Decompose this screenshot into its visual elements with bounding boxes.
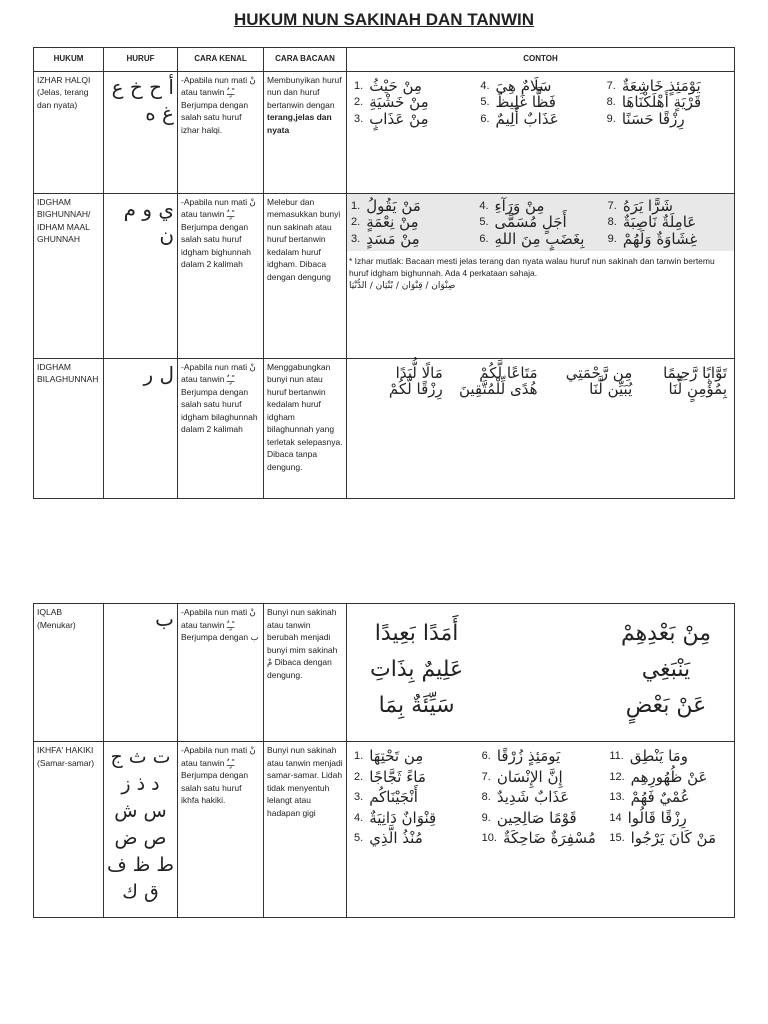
example-number: 1. [354, 79, 364, 92]
cara-kenal-cell: -Apabila nun mati نْ atau tanwin ـًـٍـٌ Berjumpa dengan salah satu huruf izhar halqi. [178, 71, 264, 193]
example-word: سَلَامٌ هِيَ [495, 76, 552, 95]
contoh-cell [347, 71, 735, 193]
example-number: 6. [480, 112, 490, 125]
example-number: 5. [479, 216, 489, 228]
iqlab-example: أَمَدًا بَعِيدًا [374, 621, 459, 646]
example-word: مِنْ خَشْيَةِ [369, 93, 429, 111]
example-word: مُنْذُ الَّذِي [369, 829, 423, 847]
example-word: رِزْقًا قَالُوا [627, 808, 687, 827]
example-number: 1. [351, 199, 361, 212]
iqlab-example: عَلِيمٌ بِذَاتِ [370, 657, 464, 682]
example-item [609, 808, 727, 827]
note-arabic: صِنْوَان / قِنْوَان / بُنْيَان / الدُّنْيَا [349, 281, 456, 291]
example-item [606, 109, 727, 128]
example-number: 13. [609, 791, 625, 803]
example-word: مُسْفِرَةٌ ضَاحِكَةٌ [502, 829, 596, 847]
example-word: عُمْيٌ فَهُمْ [630, 788, 690, 806]
cara-bacaan-cell [264, 71, 347, 193]
hukum-cell: IZHAR HALQI (Jelas, terang dan nyata) [34, 71, 104, 193]
iqlab-example: عَنْ بَعْضٍ [625, 693, 707, 718]
header-contoh: CONTOH [347, 48, 735, 72]
example-word: مَاءً ثَجَّاجًا [369, 767, 426, 786]
hukum-table-2 [33, 603, 735, 918]
cara-bacaan-cell: Melebur dan memasukkan bunyi nun sakinah atau huruf bertanwin kedalam huruf idgham. Dibaca dengan dengung [264, 193, 347, 358]
contoh-cell [347, 193, 735, 358]
example-word: عَذَابٌ شَدِيدٌ [496, 788, 570, 806]
example-number: 9. [481, 811, 491, 824]
example-item [354, 747, 472, 765]
example-number: 6. [479, 232, 489, 245]
example-word: مَنْ يَقُولُ [366, 196, 421, 215]
example-item [609, 767, 727, 786]
cara-kenal-cell: -Apabila nun mati نْ atau tanwin ـًـٍـٌ Berjumpa dengan ب [178, 604, 264, 742]
example-number: 1. [354, 750, 364, 762]
contoh-cell [347, 604, 735, 742]
header-row [34, 48, 735, 72]
example-number: 12. [609, 770, 625, 783]
example-item [606, 76, 727, 95]
iqlab-example: مِنْ بَعْدِهِمْ [620, 621, 711, 646]
example-number: 3. [351, 232, 361, 245]
hukum-cell: IDGHAM BIGHUNNAH/ IDHAM MAAL GHUNNAH [34, 193, 104, 358]
example-word: مِن رَّحْمَتِي [565, 363, 633, 382]
example-item [480, 93, 600, 111]
example-word: شَرًّا يَرَهُ [622, 196, 673, 215]
example-word: مِنْ حَيْثُ [369, 76, 422, 95]
example-word: مِنْ وَرَآءِ [494, 196, 545, 215]
example-word: مِنْ عَذَابٍ [369, 109, 429, 128]
example-number: 2. [354, 770, 364, 783]
huruf-cell: ب [104, 604, 178, 742]
example-number: 5. [354, 832, 364, 844]
example-item [351, 213, 473, 231]
cara-bacaan-cell: Bunyi nun sakinah atau tanwin menjadi samar-samar. Lidah tidak menyentuh lelangt atau hadapan gigi [264, 742, 347, 918]
example-number: 8. [606, 96, 616, 108]
example-item [481, 808, 600, 827]
bacaan-bold: terang,jelas dan nyata [267, 112, 332, 135]
example-word: تَوَّابًا رَّحِيمًا [663, 363, 727, 382]
hukum-cell: IKHFA' HAKIKI (Samar-samar) [34, 742, 104, 918]
example-item [354, 109, 474, 128]
example-word: مَنْ كَانَ يَرْجُوا [630, 829, 716, 847]
example-item [480, 109, 600, 128]
row-idgham-bilaghunnah [34, 358, 735, 498]
header-cara-kenal: CARA KENAL [178, 48, 264, 72]
example-item [449, 380, 538, 398]
example-item [481, 747, 600, 765]
example-word: قَرْيَةٍ أَهْلَكْنَاهَا [621, 93, 702, 111]
cara-kenal-cell: -Apabila nun mati نْ atau tanwin ـًـٍـٌ Berjumpa dengan salah satu huruf ikhfa hakiki. [178, 742, 264, 918]
example-item [449, 363, 538, 382]
example-item [354, 808, 472, 827]
example-word: إِنَّ الإِنْسَان [496, 767, 563, 786]
izhar-mutlak-note [347, 251, 734, 296]
example-word: عَامِلَةٌ نَاصِبَةٌ [622, 213, 697, 231]
example-word: قِنْوَانٌ دَانِيَةٌ [369, 808, 437, 827]
example-item [480, 76, 600, 95]
example-item [609, 829, 727, 847]
example-number: 8. [481, 791, 491, 803]
example-word: ومَا يَنْطِق [629, 747, 688, 765]
header-hukum: HUKUM [34, 48, 104, 72]
row-idgham-bighunnah [34, 193, 735, 358]
example-item [609, 788, 727, 806]
example-number: 4. [354, 811, 364, 824]
page-title: HUKUM NUN SAKINAH DAN TANWIN [234, 10, 534, 29]
example-item [354, 93, 474, 111]
example-word: رِزْقًا حَسَنًا [621, 109, 685, 128]
example-number: 6. [481, 750, 491, 762]
huruf-cell: ي و م ن [104, 193, 178, 358]
header-huruf: HURUF [104, 48, 178, 72]
example-word: مَتَاعًا لَّكُمْ [479, 363, 538, 382]
example-number: 7. [481, 770, 491, 783]
example-word: عَذَابٌ أَلِيمٌ [495, 109, 559, 128]
example-number: 7. [607, 199, 617, 212]
example-number: 4. [480, 79, 490, 92]
cara-bacaan-cell: Menggabungkan bunyi nun atau huruf bertanwin kedalam huruf idgham bilaghunnah yang terletak selepasnya. Dibaca tanpa dengung. [264, 358, 347, 498]
example-item [481, 788, 600, 806]
row-ikhfa-hakiki [34, 742, 735, 918]
example-word: يُبَيِّن لَّنَا [589, 380, 633, 398]
iqlab-example: سَيِّئَةٌ بِمَا [378, 693, 455, 718]
example-number: 2. [351, 216, 361, 228]
example-word: مِنْ مَسَدٍ [366, 229, 420, 248]
huruf-cell: ل ر [104, 358, 178, 498]
example-number: 2. [354, 96, 364, 108]
example-item [481, 829, 600, 847]
example-word: عَنْ ظُهُورِهِم [630, 767, 708, 786]
hukum-table-1 [33, 47, 735, 499]
example-item [351, 196, 473, 215]
example-word: مَالًا لُّبَدًا [395, 363, 443, 382]
example-word: مِن تَحْتِهَا [369, 747, 424, 765]
huruf-cell: أ ح خ ع غ ه [104, 71, 178, 193]
row-izhar-halqi [34, 71, 735, 193]
example-number: 15. [609, 832, 625, 844]
example-item [544, 380, 633, 398]
example-item [481, 767, 600, 786]
example-word: يَومَئِذٍ زُرْقًا [496, 747, 561, 765]
example-word: بِغَضَبٍ مِنَ اللهِ [494, 229, 585, 248]
example-number: 3. [354, 112, 364, 125]
contoh-cell [347, 358, 735, 498]
example-number: 9. [606, 112, 616, 125]
example-item [354, 76, 474, 95]
example-item [638, 380, 727, 398]
row-iqlab [34, 604, 735, 742]
example-number: 4. [479, 199, 489, 212]
header-cara-bacaan: CARA BACAAN [264, 48, 347, 72]
example-item [354, 380, 443, 398]
example-number: 9. [607, 232, 617, 245]
example-number: 8. [607, 216, 617, 228]
example-item [354, 767, 472, 786]
example-item [354, 363, 443, 382]
contoh-cell [347, 742, 735, 918]
example-item [638, 363, 727, 382]
cara-bacaan-cell: Bunyi nun sakinah atau tanwin berubah menjadi bunyi mim sakinah مْ Dibaca dengan dengung. [264, 604, 347, 742]
example-item [544, 363, 633, 382]
example-number: 14 [609, 811, 622, 824]
example-item [607, 213, 730, 231]
example-number: 10. [481, 832, 497, 844]
example-word: غِشَاوَةٌ وَلَهُمْ [622, 229, 698, 248]
example-word: قَوْمًا صَالِحِين [496, 808, 577, 827]
note-text: * Izhar mutlak: Bacaan mesti jelas terang dan nyata walau huruf nun sakinah dan tanwin bertemu huruf idgham bighunnah. Ada 4 perkataan sahaja. [349, 256, 715, 278]
example-word: مِنْ نِعْمَةٍ [366, 213, 419, 231]
hukum-cell: IDGHAM BILAGHUNNAH [34, 358, 104, 498]
bacaan-text: Membunyikan huruf nun dan huruf bertanwin dengan [267, 74, 342, 110]
example-item [479, 229, 601, 248]
iqlab-example: يَنْبَغِي [641, 657, 691, 682]
cara-kenal-cell: -Apabila nun mati نْ atau tanwin ـًـٍـٌ Berjumpa dengan salah satu huruf idgham bilaghunnah dalam 2 kalimah [178, 358, 264, 498]
cara-kenal-cell: -Apabila nun mati نْ atau tanwin ـًـٍـٌ Berjumpa dengan salah satu huruf idgham bighunnah dalam 2 kalimah [178, 193, 264, 358]
example-number: 3. [354, 791, 364, 803]
hukum-cell: IQLAB (Menukar) [34, 604, 104, 742]
huruf-cell: ت ث ج د ذ ز س ش ص ض ط ظ ف ق ك [104, 742, 178, 918]
example-item [354, 788, 472, 806]
example-item [607, 196, 730, 215]
example-item [606, 93, 727, 111]
example-item [479, 213, 601, 231]
example-word: أَجَلٍ مُسَمًّى [494, 213, 567, 231]
example-word: هُدًى لِّلْمُتَّقِينَ [458, 380, 538, 398]
example-word: يَوْمَئِذٍ خَاشِعَةٌ [621, 76, 701, 95]
example-word: أَنْجَيْنَاكُم [369, 788, 418, 806]
example-item [351, 229, 473, 248]
example-word: رِزْقًا لَّكُمْ [388, 380, 443, 398]
example-item [609, 747, 727, 765]
example-item [607, 229, 730, 248]
example-item [354, 829, 472, 847]
example-number: 7. [606, 79, 616, 92]
example-number: 5. [480, 96, 490, 108]
example-number: 11. [609, 750, 624, 762]
example-word: بِمُؤْمِنٍ لَّنَا [668, 380, 727, 398]
example-item [479, 196, 601, 215]
example-word: فَظًّا غَلِيظَ [495, 93, 556, 111]
